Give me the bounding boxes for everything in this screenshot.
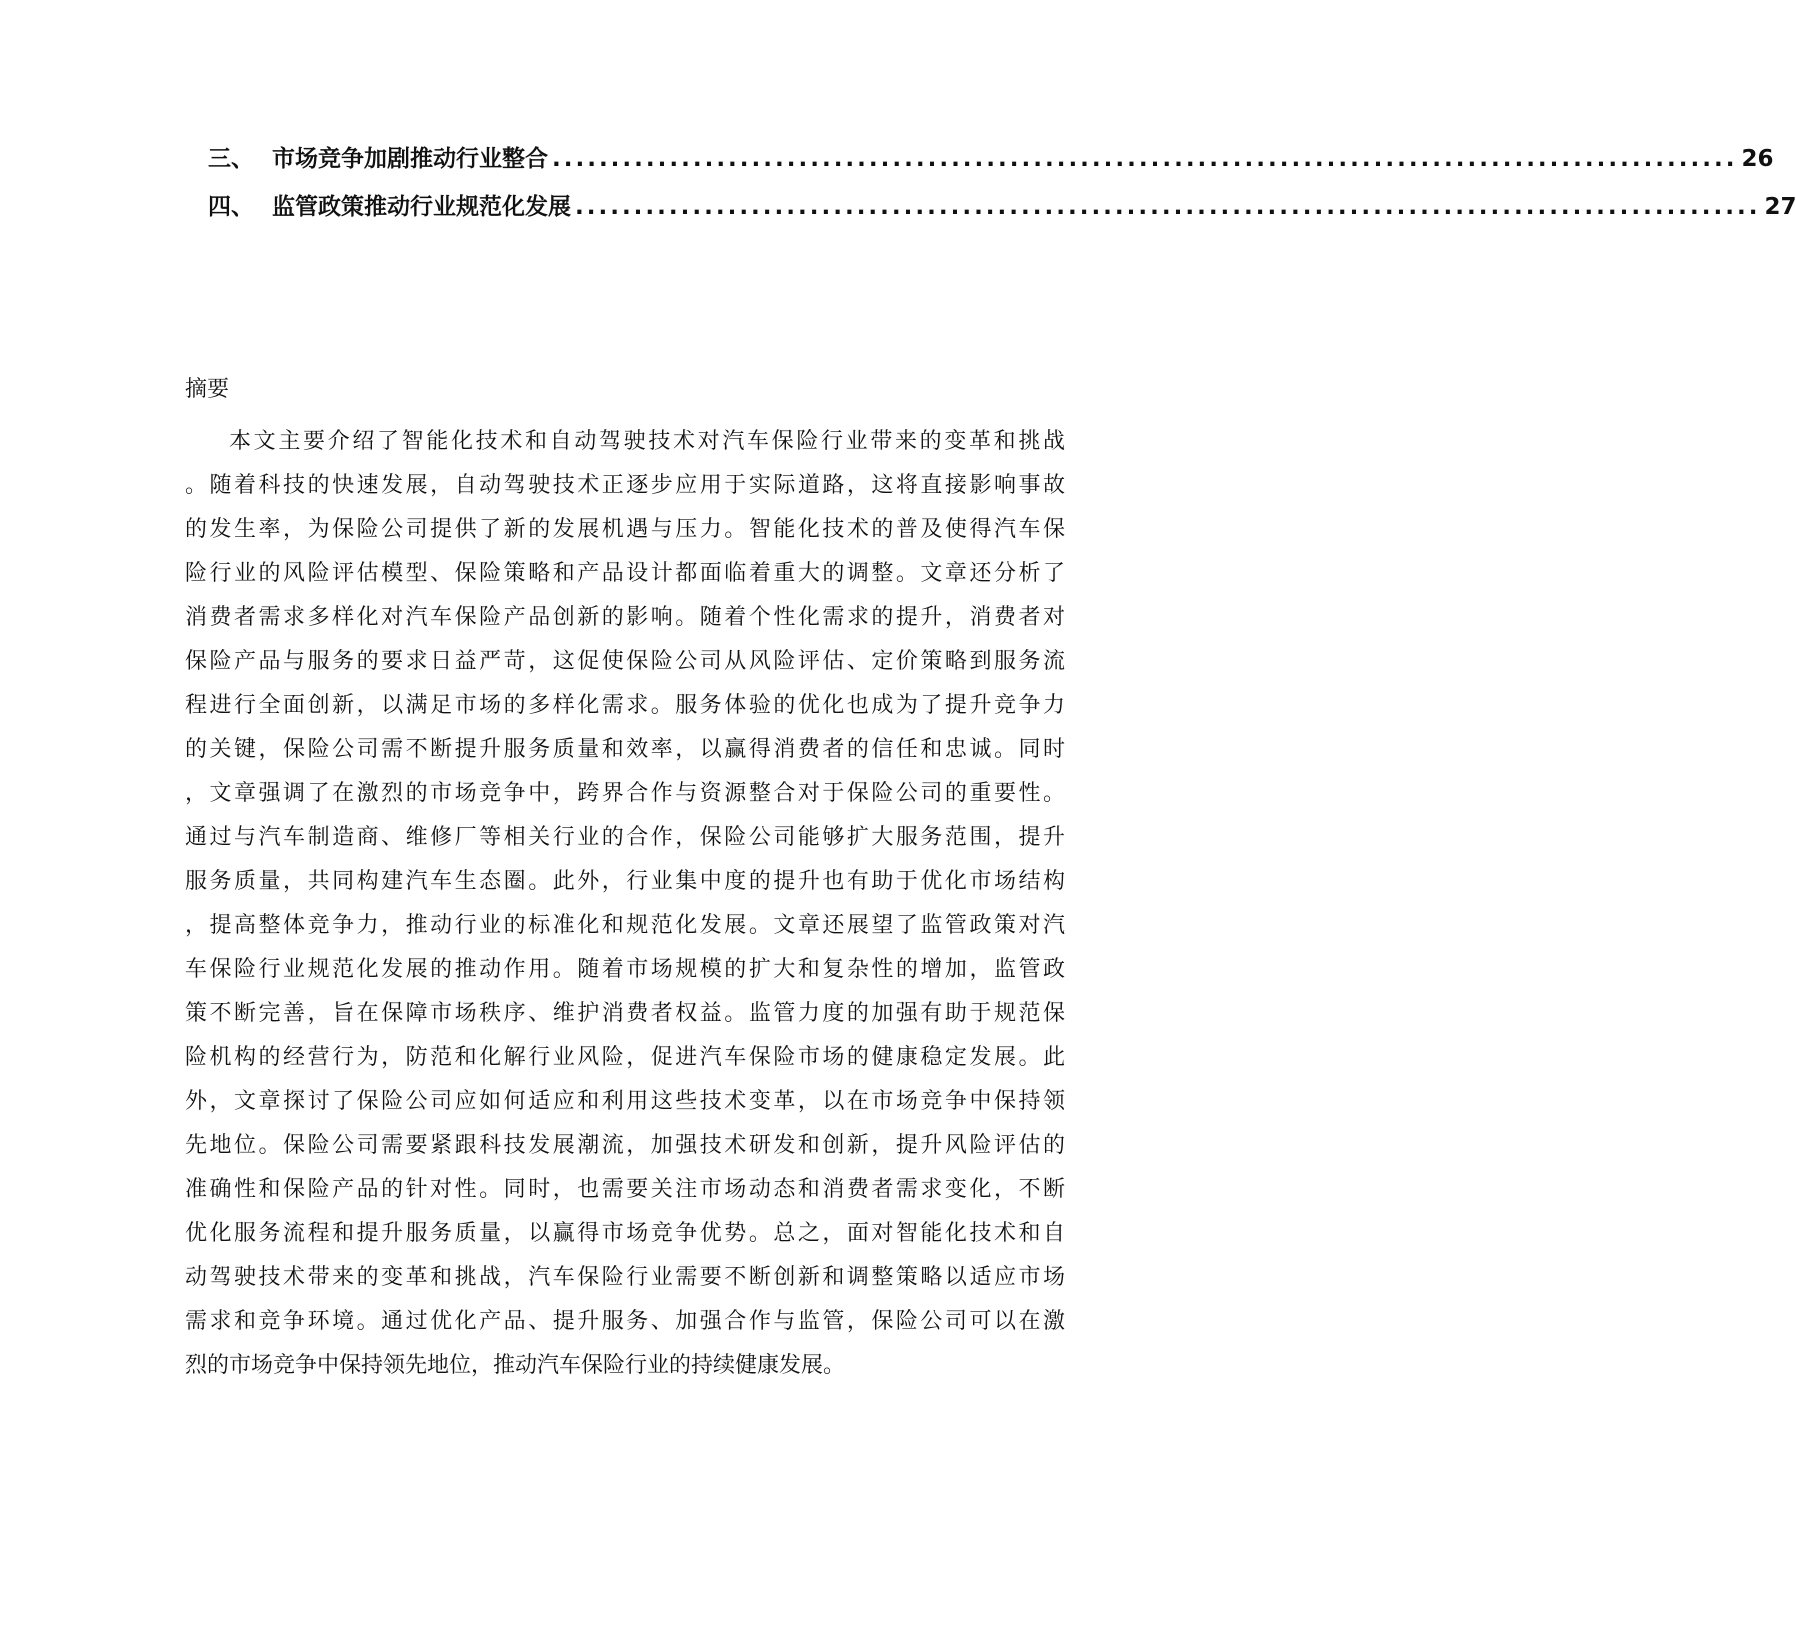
abstract-line: 策不断完善，旨在保障市场秩序、维护消费者权益。监管力度的加强有助于规范保 — [185, 1001, 1065, 1026]
abstract-line: 外，文章探讨了保险公司应如何适应和利用这些技术变革，以在市场竞争中保持领 — [185, 1089, 1065, 1114]
abstract-line: 保险产品与服务的要求日益严苛，这促使保险公司从风险评估、定价策略到服务流 — [185, 649, 1065, 674]
abstract-line: 。随着科技的快速发展，自动驾驶技术正逐步应用于实际道路，这将直接影响事故 — [185, 473, 1065, 498]
abstract-line: 准确性和保险产品的针对性。同时，也需要关注市场动态和消费者需求变化，不断 — [185, 1177, 1065, 1202]
abstract-line: 通过与汽车制造商、维修厂等相关行业的合作，保险公司能够扩大服务范围，提升 — [185, 825, 1065, 850]
abstract-line: 烈的市场竞争中保持领先地位，推动汽车保险行业的持续健康发展。 — [185, 1353, 846, 1378]
abstract-line: 先地位。保险公司需要紧跟科技发展潮流，加强技术研发和创新，提升风险评估的 — [185, 1133, 1065, 1158]
abstract-line: 的关键，保险公司需不断提升服务质量和效率，以赢得消费者的信任和忠诚。同时 — [185, 737, 1065, 762]
toc-leader-dots: ..................................................................................................... — [575, 194, 1761, 220]
toc-entry-number: 四、 — [208, 194, 254, 220]
toc-entry[interactable] — [208, 188, 1796, 236]
abstract-line: 程进行全面创新，以满足市场的多样化需求。服务体验的优化也成为了提升竞争力 — [185, 693, 1065, 718]
abstract-line: 优化服务流程和提升服务质量，以赢得市场竞争优势。总之，面对智能化技术和自 — [185, 1221, 1065, 1246]
toc-entry-number: 三、 — [208, 146, 254, 172]
abstract-line: 的发生率，为保险公司提供了新的发展机遇与压力。智能化技术的普及使得汽车保 — [185, 517, 1065, 542]
toc-entry[interactable] — [208, 140, 1774, 188]
toc-leader-dots: ..................................................................................................... — [552, 146, 1738, 172]
abstract-line: 消费者需求多样化对汽车保险产品创新的影响。随着个性化需求的提升，消费者对 — [185, 605, 1065, 630]
abstract-line: 本文主要介绍了智能化技术和自动驾驶技术对汽车保险行业带来的变革和挑战 — [229, 429, 1065, 454]
toc-entry-title: 监管政策推动行业规范化发展 — [272, 194, 571, 220]
abstract-line: 服务质量，共同构建汽车生态圈。此外，行业集中度的提升也有助于优化市场结构 — [185, 869, 1065, 894]
abstract-body — [185, 420, 1065, 1388]
abstract-heading: 摘要 — [185, 377, 230, 402]
abstract-line: 险行业的风险评估模型、保险策略和产品设计都面临着重大的调整。文章还分析了 — [185, 561, 1065, 586]
toc-entry-page: 27 — [1764, 194, 1796, 220]
abstract-line: 险机构的经营行为，防范和化解行业风险，促进汽车保险市场的健康稳定发展。此 — [185, 1045, 1065, 1070]
toc-entry-page: 26 — [1741, 146, 1774, 172]
table-of-contents — [208, 140, 1796, 236]
abstract-line: ，提高整体竞争力，推动行业的标准化和规范化发展。文章还展望了监管政策对汽 — [185, 913, 1065, 938]
abstract-line: ，文章强调了在激烈的市场竞争中，跨界合作与资源整合对于保险公司的重要性。 — [185, 781, 1065, 806]
abstract-line: 需求和竞争环境。通过优化产品、提升服务、加强合作与监管，保险公司可以在激 — [185, 1309, 1065, 1334]
abstract-line: 车保险行业规范化发展的推动作用。随着市场规模的扩大和复杂性的增加，监管政 — [185, 957, 1065, 982]
toc-entry-title: 市场竞争加剧推动行业整合 — [272, 146, 548, 172]
abstract-line: 动驾驶技术带来的变革和挑战，汽车保险行业需要不断创新和调整策略以适应市场 — [185, 1265, 1065, 1290]
